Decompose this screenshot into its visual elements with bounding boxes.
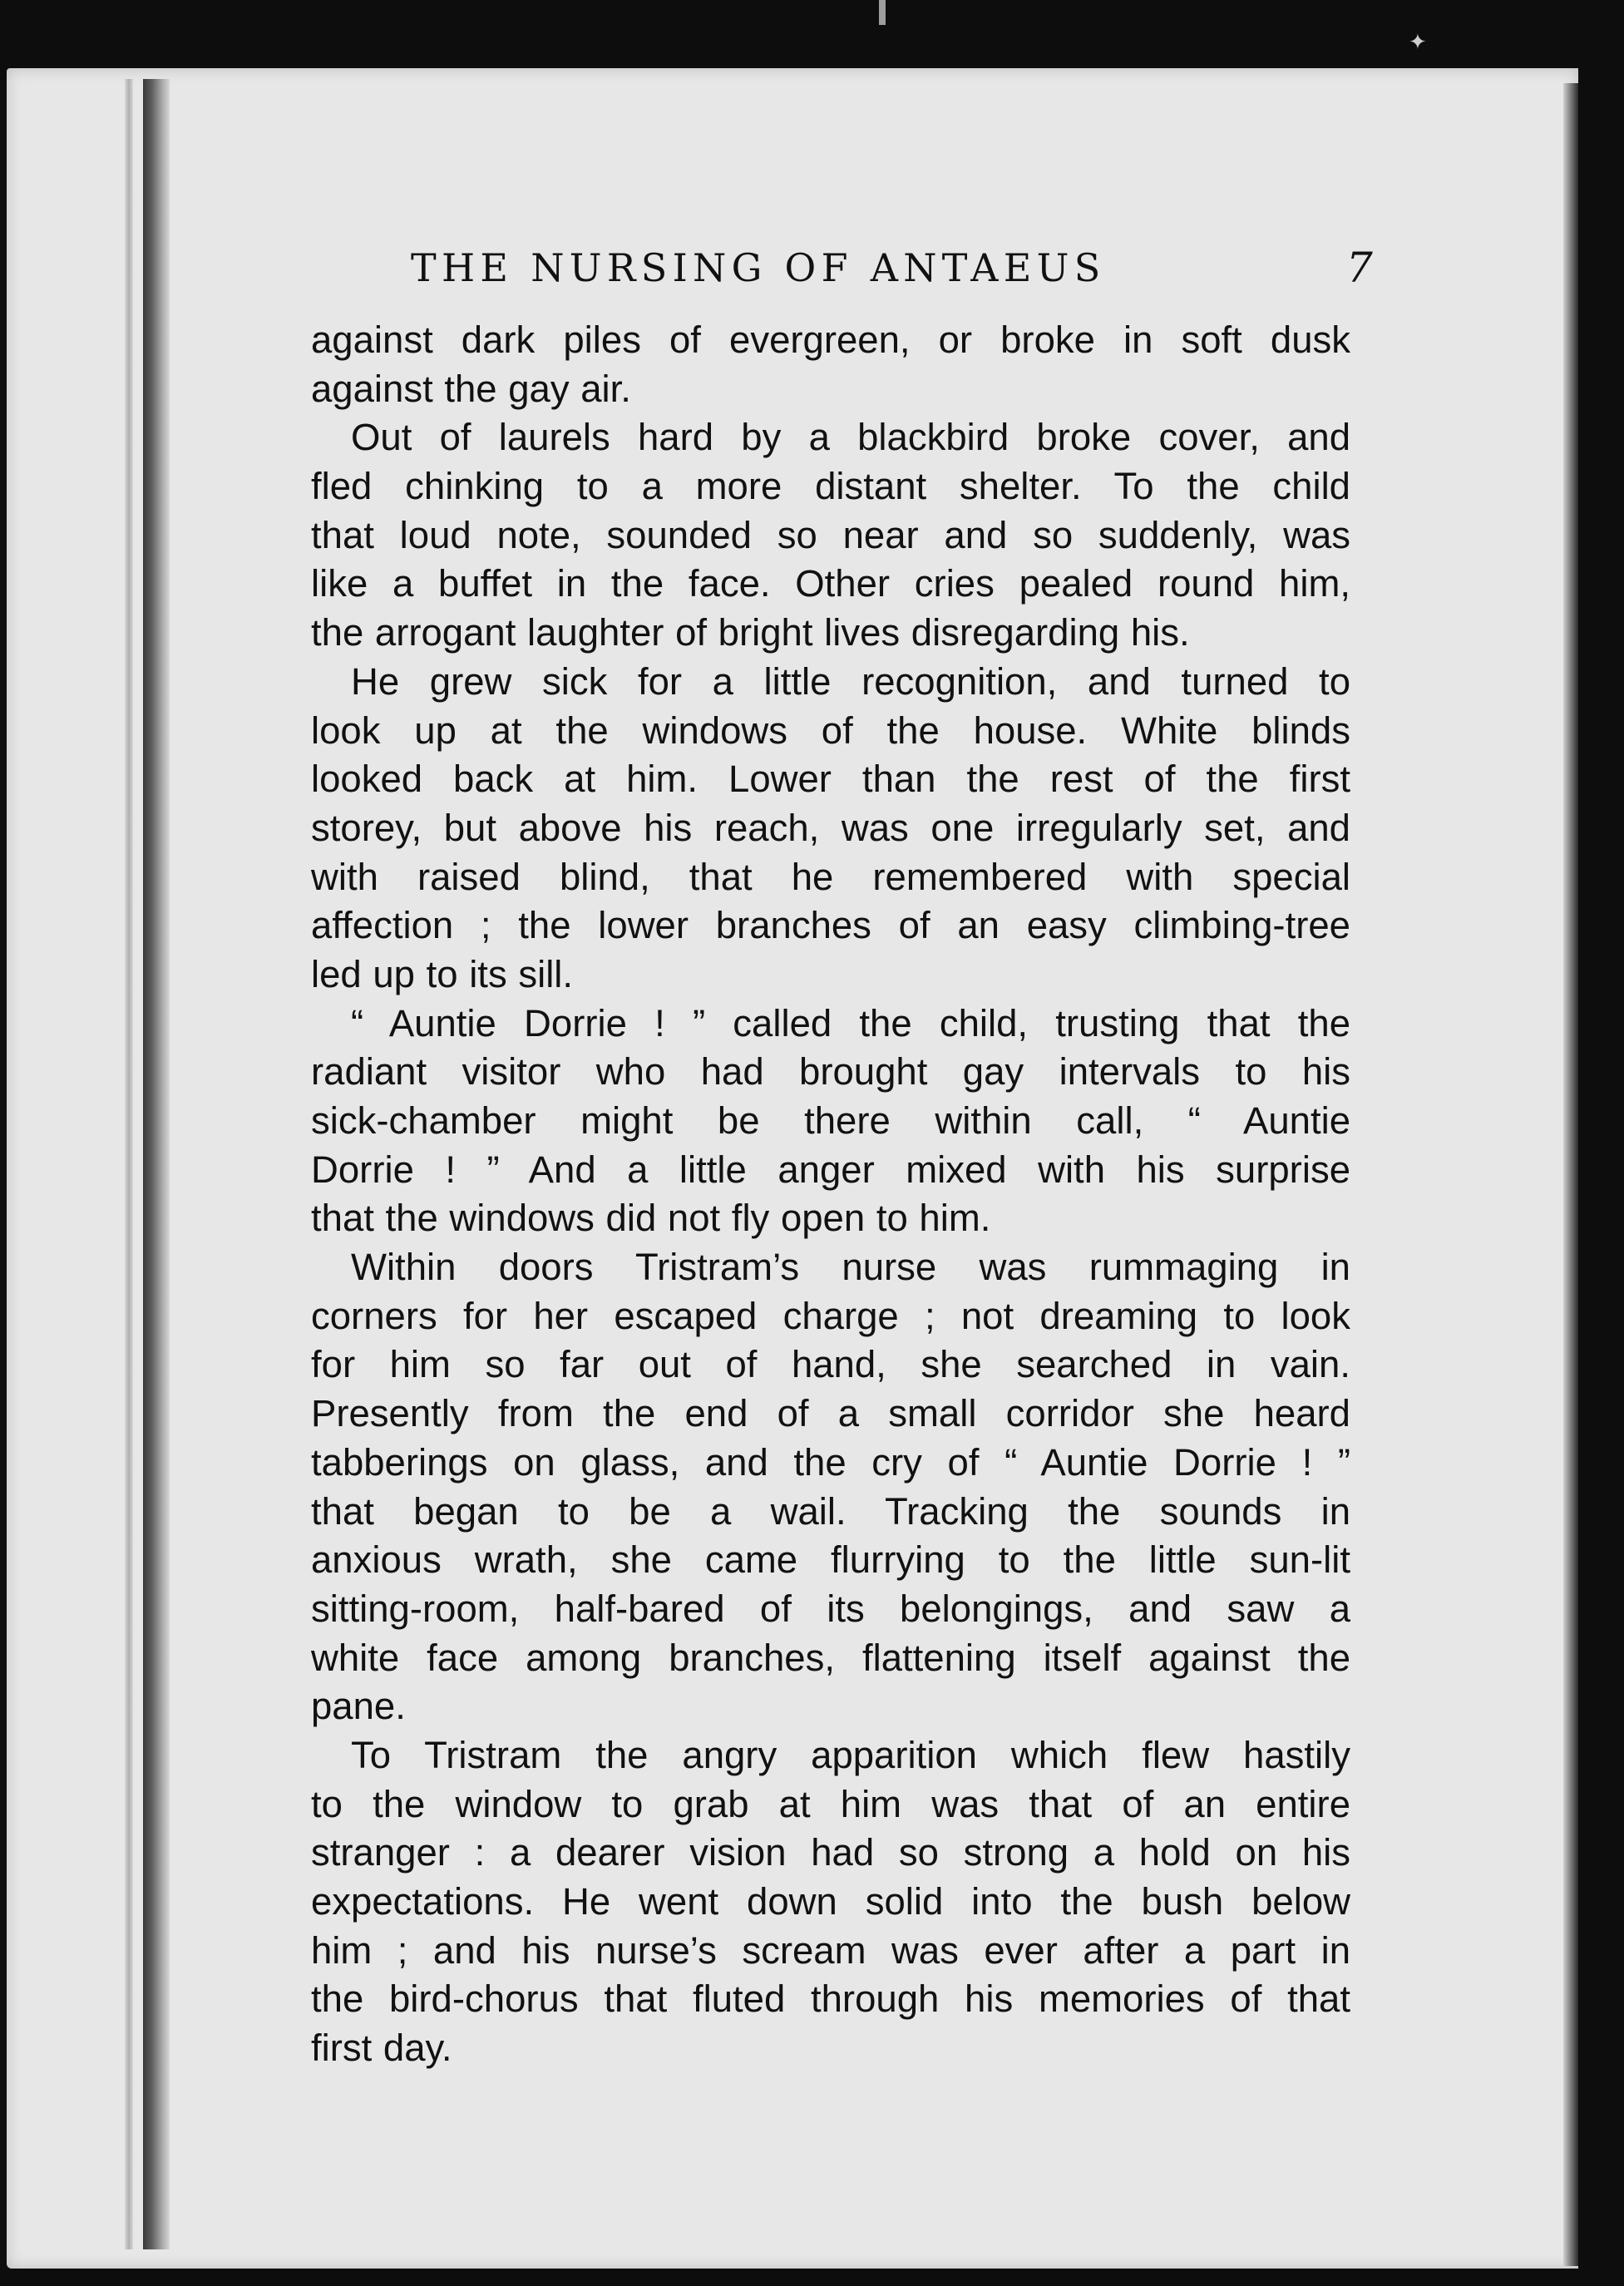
text-line: sick-chamber might be there within call, “ Auntie: [311, 1099, 1350, 1142]
text-line: him ; and his nurse’s scream was ever after a part in: [311, 1928, 1350, 1972]
text-line: that loud note, sounded so near and so suddenly, was: [311, 513, 1350, 556]
text-line: with raised blind, that he remembered with special: [311, 855, 1350, 898]
text-line: pane.: [311, 1685, 406, 1728]
text-line: the bird-chorus that fluted through his memories of that: [311, 1977, 1350, 2021]
text-line: To Tristram the angry apparition which flew hastily: [351, 1733, 1350, 1776]
text-line: radiant visitor who had brought gay intervals to his: [311, 1050, 1350, 1094]
text-line: that began to be a wail. Tracking the sounds in: [311, 1489, 1350, 1533]
text-line: led up to its sill.: [311, 952, 574, 995]
page-number: 7: [1346, 244, 1373, 292]
page-header: [411, 243, 1373, 293]
text-line: tabberings on glass, and the cry of “ Auntie Dorrie ! ”: [311, 1440, 1350, 1484]
text-line: fled chinking to a more distant shelter. To the child: [311, 465, 1350, 508]
running-head: THE NURSING OF ANTAEUS: [411, 245, 1106, 290]
text-line: against dark piles of evergreen, or broke in soft dusk: [311, 318, 1350, 361]
text-line: look up at the windows of the house. White blinds: [311, 709, 1350, 752]
text-line: expectations. He went down solid into the bush below: [311, 1880, 1350, 1923]
text-line: for him so far out of hand, she searched in vain.: [311, 1343, 1350, 1386]
text-line: corners for her escaped charge ; not dreaming to look: [311, 1294, 1350, 1337]
body-text: [311, 316, 1350, 2073]
text-line: He grew sick for a little recognition, and turned to: [351, 659, 1350, 703]
text-line: Out of laurels hard by a blackbird broke cover, and: [351, 416, 1350, 459]
text-line: that the windows did not fly open to him.: [311, 1197, 991, 1240]
page-gutter-shadow: [125, 79, 133, 2249]
text-line: stranger : a dearer vision had so strong a hold on his: [311, 1831, 1350, 1874]
text-line: looked back at him. Lower than the rest of the first: [311, 758, 1350, 801]
text-line: sitting-room, half-bared of its belongings, and saw a: [311, 1587, 1350, 1630]
text-line: storey, but above his reach, was one irregularly set, and: [311, 806, 1350, 849]
text-line: against the gay air.: [311, 367, 631, 410]
text-line: Within doors Tristram’s nurse was rummaging in: [351, 1246, 1350, 1289]
page-right-edge: [1563, 83, 1578, 2266]
text-line: like a buffet in the face. Other cries pealed round him,: [311, 562, 1350, 605]
scan-corner-mark: ✦: [1409, 30, 1427, 55]
text-line: Presently from the end of a small corridor she heard: [311, 1392, 1350, 1435]
text-line: affection ; the lower branches of an easy climbing-tree: [311, 904, 1350, 947]
page-gutter: [143, 79, 170, 2249]
text-line: to the window to grab at him was that of an entire: [311, 1782, 1350, 1825]
text-line: the arrogant laughter of bright lives disregarding his.: [311, 611, 1190, 654]
text-line: white face among branches, flattening itself against the: [311, 1636, 1350, 1679]
text-line: anxious wrath, she came flurrying to the little sun-lit: [311, 1538, 1350, 1582]
scan-mark: [879, 0, 886, 25]
text-line: Dorrie ! ” And a little anger mixed with his surprise: [311, 1148, 1350, 1191]
text-line: first day.: [311, 2027, 452, 2070]
text-line: “ Auntie Dorrie ! ” called the child, trusting that the: [351, 1001, 1350, 1044]
